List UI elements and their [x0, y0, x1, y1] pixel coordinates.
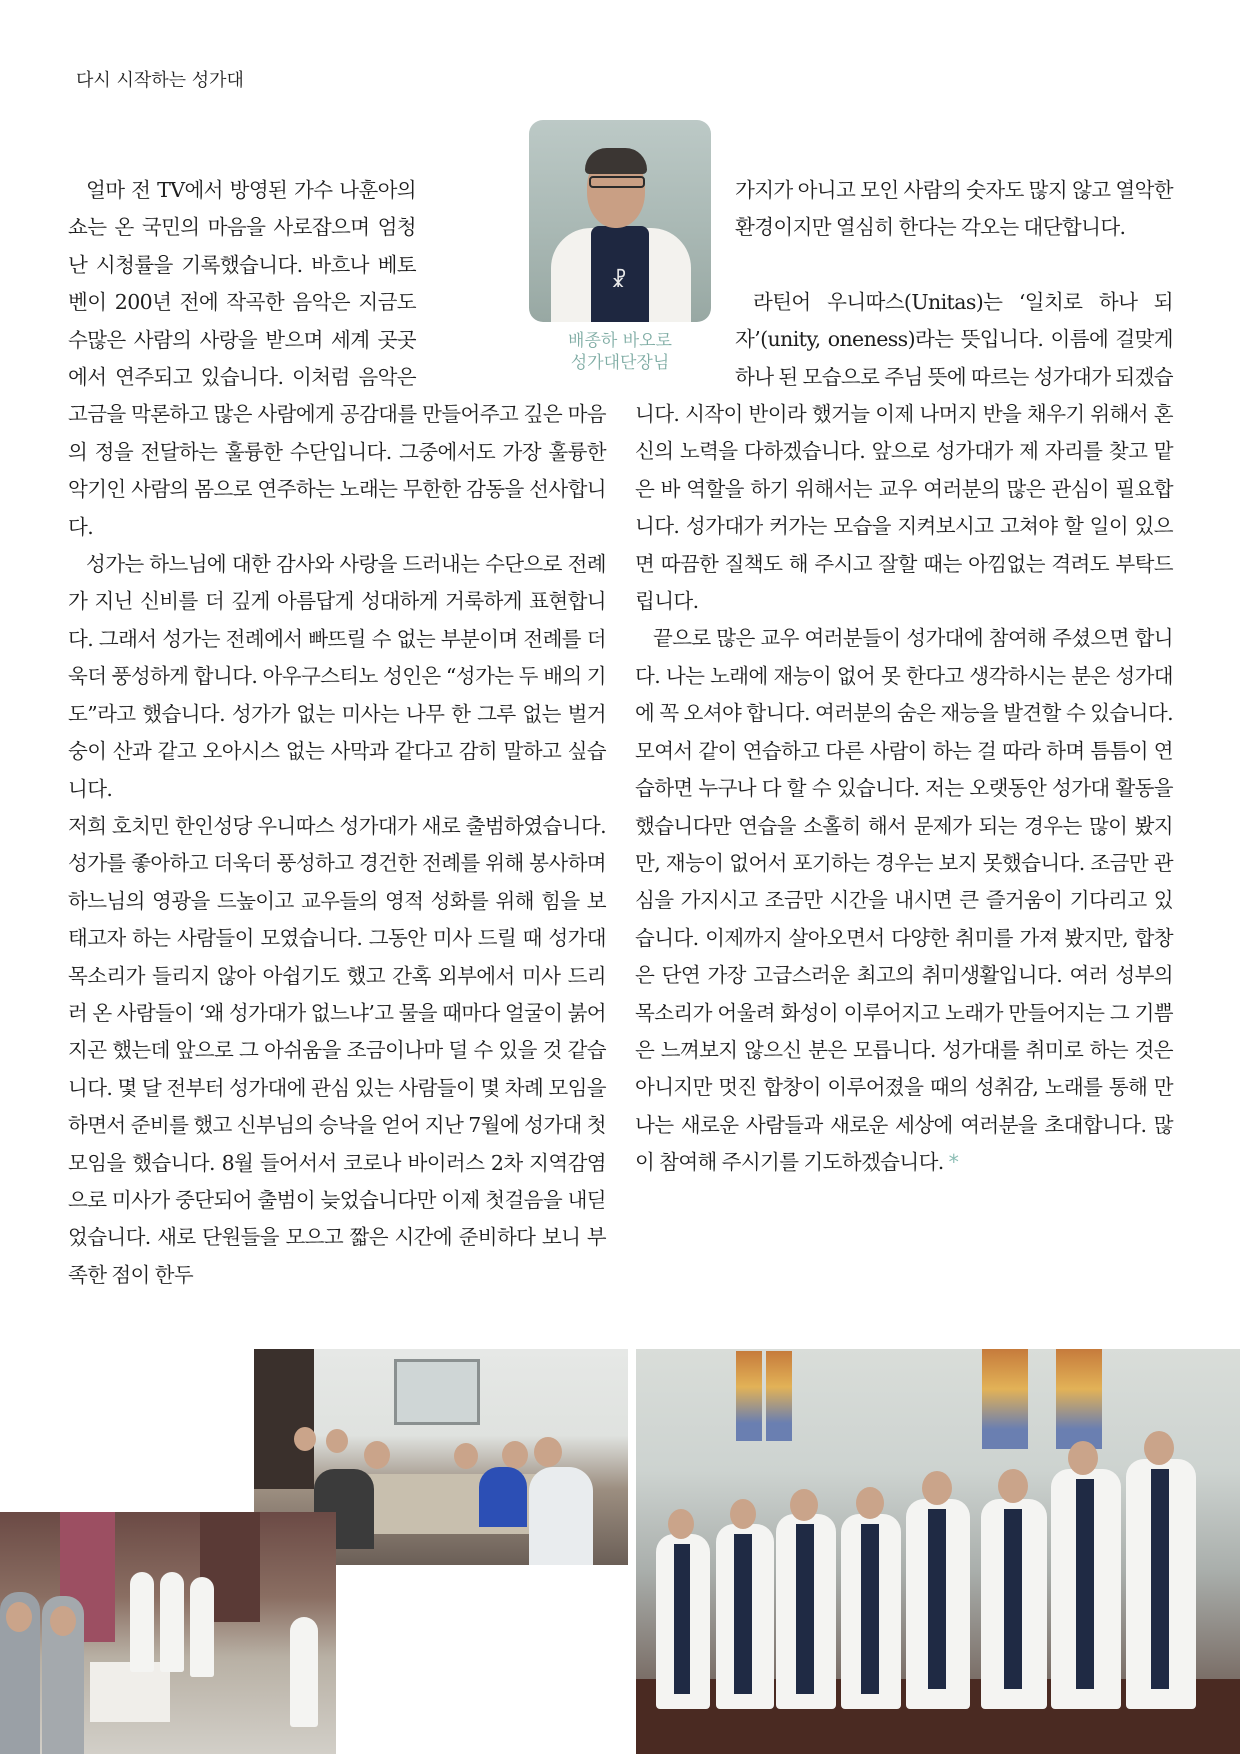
- choir-stole: [928, 1509, 946, 1689]
- choir-stole: [796, 1524, 814, 1694]
- meeting-door: [254, 1349, 314, 1489]
- paragraph-intro: 얼마 전 TV에서 방영된 가수 나훈아의 쇼는 온 국민의 마음을 사로잡으며 엄청난 시청률을 기록했습니다. 바흐나 베토벤이 200년 전에 작곡한 음악은 지금도 수많은 사람의 사랑을 받으며 세계 곳곳에서 연주되고 있습니다. 이처럼 음악은 고금을 막론하고 많은 사람에게 공감대를 만들어주고 깊은 마음의 정을 전달하는 훌륭한 수단입니다. 그중에서도 가장 훌륭한 악기인 사람의 몸으로 연주하는 노래는 무한한 감동을 선사합니다.: [68, 178, 606, 539]
- person: [364, 1441, 390, 1469]
- stained-glass-window: [982, 1349, 1028, 1449]
- person: [294, 1427, 316, 1451]
- choir-face: [856, 1487, 884, 1519]
- choir-face: [730, 1499, 756, 1529]
- portrait-spacer: [635, 172, 735, 380]
- choir-member: [130, 1572, 154, 1672]
- chapel-photo: [0, 1512, 336, 1754]
- stained-glass-window: [1056, 1349, 1102, 1449]
- nun-face: [50, 1606, 76, 1636]
- chi-rho-icon: ☧: [611, 268, 627, 292]
- choir-photo: [636, 1349, 1240, 1754]
- paragraph-continuation: 가지가 아니고 모인 사람의 숫자도 많지 않고 열악한 환경이지만 열심히 한다는 각오는 대단합니다.: [735, 178, 1173, 240]
- article-column-left: [68, 172, 606, 1294]
- portrait-spacer: [416, 172, 606, 380]
- choir-face: [1068, 1441, 1098, 1475]
- choir-stole: [1004, 1509, 1022, 1689]
- page-header: 다시 시작하는 성가대: [76, 70, 244, 91]
- paragraph-unitas: 라틴어 우니따스(Unitas)는 ‘일치로 하나 되자’(unity, oneness)라는 뜻입니다. 이름에 걸맞게 하나 된 모습으로 주님 뜻에 따르는 성가대가 되겠습니다. 시작이 반이라 했거늘 이제 나머지 반을 채우기 위해서 혼신의 노력을 다하겠습니다. 앞으로 성가대가 제 자리를 찾고 맡은 바 역할을 하기 위해서는 교우 여러분의 많은 관심이 필요합니다. 성가대가 커가는 모습을 지켜보시고 고쳐야 할 일이 있으면 따끔한 질책도 해 주시고 잘할 때는 아낌없는 격려도 부탁드립니다.: [635, 289, 1173, 614]
- caption-name: 배종하 바오로: [568, 331, 672, 351]
- choir-face: [922, 1471, 952, 1505]
- choir-stole: [1151, 1469, 1169, 1689]
- nun-face: [6, 1602, 32, 1632]
- choir-stole: [734, 1534, 752, 1694]
- paragraph-choir-launch: 저희 호치민 한인성당 우니따스 성가대가 새로 출범하였습니다. 성가를 좋아하고 더욱더 풍성하고 경건한 전례를 위해 봉사하며 하느님의 영광을 드높이고 교우들의 영적 성화를 위해 힘을 보태고자 하는 사람들이 모였습니다. 그동안 미사 드릴 때 성가대 목소리가 들리지 않아 아쉽기도 했고 간혹 외부에서 미사 드리러 온 사람들이 ‘왜 성가대가 없느냐’고 물을 때마다 얼굴이 붉어지곤 했는데 앞으로 그 아쉬움을 조금이나마 덜 수 있을 것 같습니다. 몇 달 전부터 성가대에 관심 있는 사람들이 몇 차례 모임을 하면서 준비를 했고 신부님의 승낙을 얻어 지난 7월에 성가대 첫 모임을 했습니다. 8월 들어서서 코로나 바이러스 2차 지역감염으로 미사가 중단되어 출범이 늦었습니다만 이제 첫걸음을 내딛었습니다. 새로 단원들을 모으고 짧은 시간에 준비하다 보니 부족한 점이 한두: [68, 813, 606, 1287]
- end-mark: *: [948, 1150, 959, 1175]
- person: [326, 1429, 348, 1453]
- stained-glass-window: [766, 1351, 792, 1441]
- article-column-right: [635, 172, 1173, 1182]
- paragraph-invitation-text: 끝으로 많은 교우 여러분들이 성가대에 참여해 주셨으면 합니다. 나는 노래에 재능이 없어 못 한다고 생각하시는 분은 성가대에 꼭 오셔야 합니다. 여러분의 숨은 재능을 발견할 수 있습니다. 모여서 같이 연습하고 다른 사람이 하는 걸 따라 하며 틈틈이 연습하면 누구나 다 할 수 있습니다. 저는 오랫동안 성가대 활동을 했습니다만 연습을 소홀히 해서 문제가 되는 경우는 많이 봤지만, 재능이 없어서 포기하는 경우는 보지 못했습니다. 조금만 관심을 가지시고 조금만 시간을 내시면 큰 즐거움이 기다리고 있습니다. 이제까지 살아오면서 다양한 취미를 가져 봤지만, 합창은 단연 가장 고급스러운 최고의 취미생활입니다. 여러 성부의 목소리가 어울려 화성이 이루어지고 노래가 만들어지는 그 기쁨은 느껴보지 않으신 분은 모릅니다. 성가대를 취미로 하는 것은 아니지만 멋진 합창이 이루어졌을 때의 성취감, 노래를 통해 만나는 새로운 사람들과 새로운 세상에 여러분을 초대합니다. 많이 참여해 주시기를 기도하겠습니다.: [635, 626, 1173, 1175]
- choir-member: [190, 1577, 214, 1677]
- paragraph-hymn: 성가는 하느님에 대한 감사와 사랑을 드러내는 수단으로 전례가 지닌 신비를 더 깊게 아름답게 성대하게 거룩하게 표현합니다. 그래서 성가는 전례에서 빠뜨릴 수 없는 부분이며 전례를 더욱더 풍성하게 합니다. 아우구스티노 성인은 “성가는 두 배의 기도”라고 했습니다. 성가가 없는 미사는 나무 한 그루 없는 벌거숭이 산과 같고 오아시스 없는 사막과 같다고 감히 말하고 싶습니다.: [68, 552, 606, 801]
- person: [502, 1441, 528, 1469]
- choir-stole: [861, 1524, 879, 1694]
- person: [534, 1437, 562, 1467]
- caption-title: 성가대단장님: [570, 353, 670, 373]
- person-white-shirt: [529, 1467, 593, 1565]
- choir-face: [668, 1509, 694, 1539]
- paragraph-invitation: [635, 620, 1173, 1181]
- choir-member: [290, 1617, 318, 1727]
- choir-face: [1144, 1431, 1174, 1465]
- choir-stole: [674, 1544, 690, 1694]
- meeting-window: [394, 1359, 480, 1425]
- stained-glass-window: [736, 1351, 762, 1441]
- portrait-hair: [585, 148, 647, 174]
- choir-member: [160, 1572, 184, 1672]
- person-blue-shirt: [479, 1467, 527, 1527]
- choir-stole: [1076, 1479, 1094, 1689]
- choir-face: [998, 1469, 1028, 1503]
- person: [454, 1443, 478, 1469]
- choir-face: [790, 1489, 818, 1521]
